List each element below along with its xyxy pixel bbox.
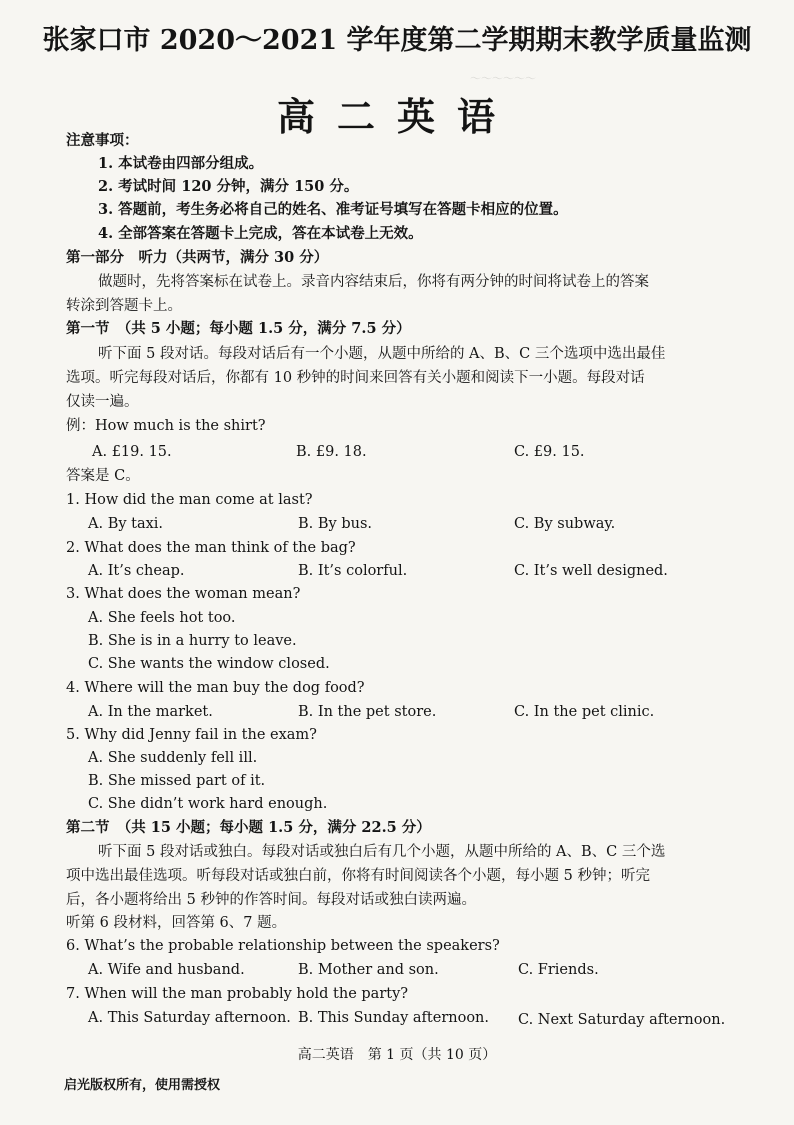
option-b: B. She is in a hurry to leave. [88,633,297,649]
section1-heading: 第一节 （共 5 小题；每小题 1.5 分，满分 7.5 分） [66,320,411,337]
question-text: 3. What does the woman mean? [66,586,301,602]
option-b: B. This Sunday afternoon. [298,1010,490,1026]
notice-item: 4. 全部答案在答题卡上完成，答在本试卷上无效。 [98,225,423,242]
section1-intro: 听下面 5 段对话。每段对话后有一个小题，从题中所给的 A、B、C 三个选项中选出最佳 [98,346,666,362]
example-question: 例：How much is the shirt? [66,418,266,434]
option-b: B. By bus. [298,516,373,532]
question-text: 7. When will the man probably hold the party? [66,986,409,1002]
example-option-b: B. £9. 18. [296,444,367,460]
option-b: B. Mother and son. [298,962,439,978]
material-instruction: 听第 6 段材料，回答第 6、7 题。 [66,915,287,931]
section2-heading: 第二节 （共 15 小题；每小题 1.5 分，满分 22.5 分） [66,819,431,836]
example-option-c: C. £9. 15. [514,444,585,460]
option-a: A. Wife and husband. [88,962,245,978]
question-text: 5. Why did Jenny fail in the exam? [66,727,317,743]
option-a: A. In the market. [88,704,213,720]
bleed-through-text: ～～～～～～ [470,72,536,85]
option-a: A. By taxi. [88,516,164,532]
option-b: B. In the pet store. [298,704,437,720]
example-answer: 答案是 C。 [66,468,140,484]
question-text: 4. Where will the man buy the dog food? [66,680,365,696]
notice-item: 1. 本试卷由四部分组成。 [98,155,264,172]
section1-intro: 仅读一遍。 [66,394,139,410]
copyright-note: 启光版权所有，使用需授权 [64,1078,221,1093]
option-a: A. It’s cheap. [88,563,185,579]
option-c: C. By subway. [514,516,616,532]
option-c: C. It’s well designed. [514,563,668,579]
option-a: A. This Saturday afternoon. [88,1010,291,1026]
option-c: C. Next Saturday afternoon. [518,1012,726,1028]
example-option-a: A. £19. 15. [92,444,172,460]
option-a: A. She suddenly fell ill. [88,750,258,766]
part1-intro: 转涂到答题卡上。 [66,298,182,314]
part1-intro: 做题时，先将答案标在试卷上。录音内容结束后，你将有两分钟的时间将试卷上的答案 [98,274,649,290]
question-text: 1. How did the man come at last? [66,492,313,508]
question-text: 6. What’s the probable relationship between the speakers? [66,938,500,954]
option-c: C. Friends. [518,962,599,978]
option-b: B. She missed part of it. [88,773,266,789]
option-b: B. It’s colorful. [298,563,408,579]
question-text: 2. What does the man think of the bag? [66,540,356,556]
part1-heading: 第一部分 听力（共两节，满分 30 分） [66,249,329,266]
notice-item: 2. 考试时间 120 分钟，满分 150 分。 [98,178,359,195]
section2-intro: 项中选出最佳选项。听每段对话或独白前，你将有时间阅读各个小题，每小题 5 秒钟；听完 [66,868,650,884]
notice-item: 3. 答题前，考生务必将自己的姓名、准考证号填写在答题卡相应的位置。 [98,201,568,218]
notice-heading: 注意事项： [66,132,139,149]
option-a: A. She feels hot too. [88,610,236,626]
section1-intro: 选项。听完每段对话后，你都有 10 秒钟的时间来回答有关小题和阅读下一小题。每段对话 [66,370,645,386]
exam-title: 张家口市 2020～2021 学年度第二学期期末教学质量监测 [42,25,752,56]
option-c: C. She didn’t work hard enough. [88,796,328,812]
option-c: C. She wants the window closed. [88,656,330,672]
option-c: C. In the pet clinic. [514,704,655,720]
page-footer: 高二英语 第 1 页（共 10 页） [297,1047,497,1063]
subject-title: 高二英语 [276,94,517,139]
section2-intro: 听下面 5 段对话或独白。每段对话或独白后有几个小题，从题中所给的 A、B、C 三个选 [98,844,666,860]
section2-intro: 后，各小题将给出 5 秒钟的作答时间。每段对话或独白读两遍。 [66,892,476,908]
